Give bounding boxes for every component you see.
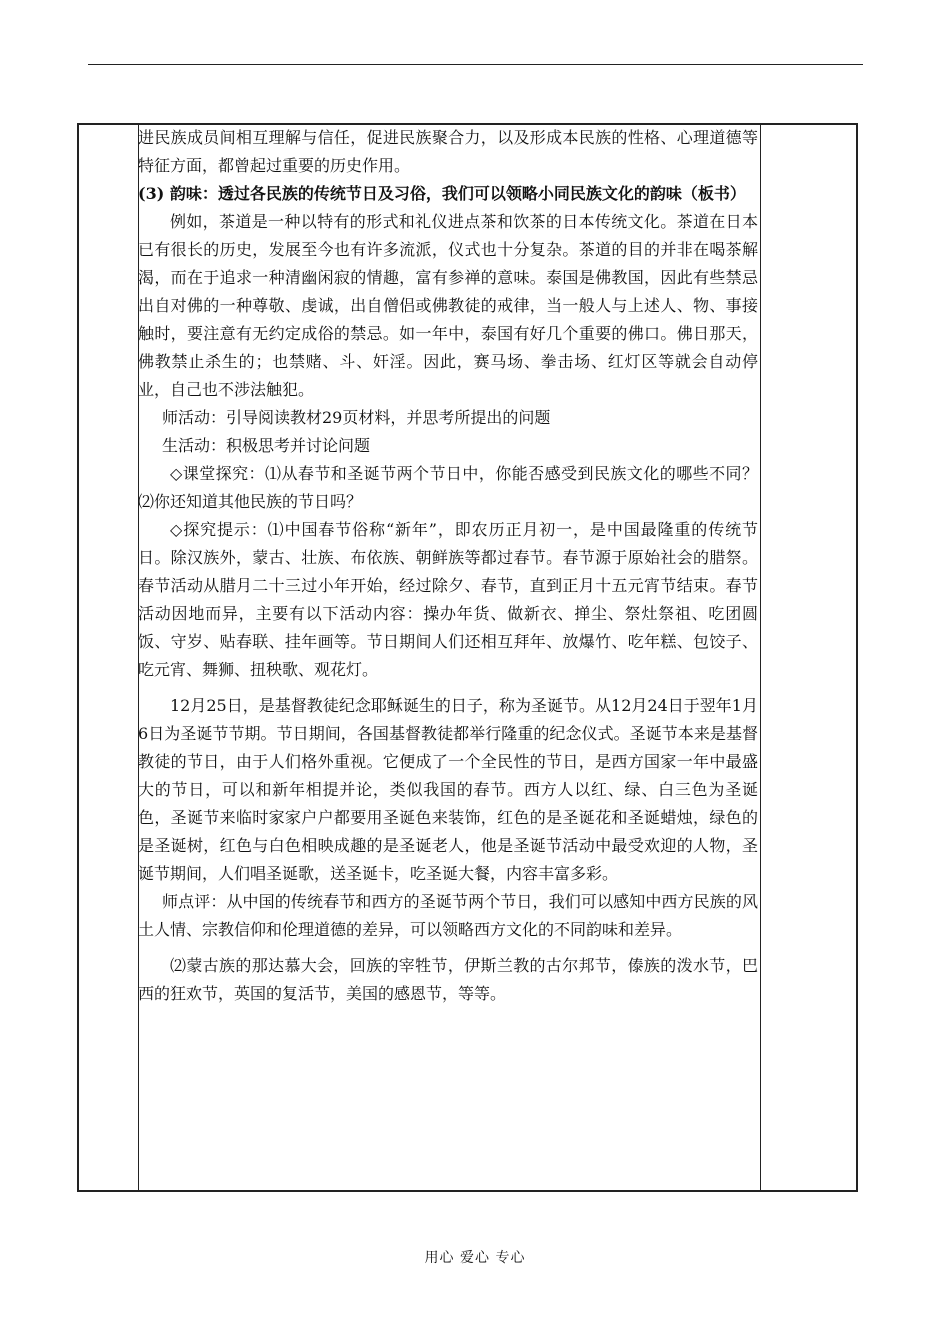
header-rule — [88, 64, 863, 65]
teacher-activity: 师活动：引导阅读教材29页材料，并思考所提出的问题 — [162, 408, 551, 427]
classroom-inquiry: ◇课堂探究：⑴从春节和圣诞节两个节日中，你能否感受到民族文化的哪些不同？ ⑵你还知道其他民族的节日吗？ — [138, 464, 775, 511]
teacher-comment: 师点评：从中国的传统春节和西方的圣诞节两个节日，我们可以感知中西方民族的风土人情、宗教信仰和伦理道德的差异，可以领略西方文化的不同韵味和差异。 — [138, 892, 758, 939]
main-content-cell — [138, 124, 775, 1008]
paragraph-tea-ceremony: 例如，茶道是一种以特有的形式和礼仪进点茶和饮茶的日本传统文化。茶道在日本已有很长的历史，发展至今也有许多流派，仪式也十分复杂。茶道的目的并非在喝茶解渴，而在于追求一种清幽闲寂的情趣，富有参禅的意味。泰国是佛教国，因此有些禁忌出自对佛的一种尊敬、虔诚，出自僧侣或佛教徒的戒律，当一般人与上述人、物、事接触时，要注意有无约定成俗的禁忌。如一年中，泰国有好几个重要的佛口。佛日那天，佛教禁止杀生的；也禁赌、斗、奸淫。因此，赛马场、拳击场、红灯区等就会自动停业，自己也不涉法触犯。 — [138, 212, 758, 399]
paragraph-continuation: 进民族成员间相互理解与信任，促进民族聚合力，以及形成本民族的性格、心理道德等特征方面，都曾起过重要的历史作用。 — [138, 128, 758, 175]
section-heading-flavor: (3) 韵味：透过各民族的传统节日及习俗，我们可以领略小同民族文化的韵味（板书） — [138, 184, 746, 203]
student-activity: 生活动：积极思考并讨论问题 — [162, 436, 371, 455]
paragraph-other-festivals: ⑵蒙古族的那达慕大会，回族的宰牲节，伊斯兰教的古尔邦节，傣族的泼水节，巴西的狂欢节，英国的复活节，美国的感恩节，等等。 — [138, 956, 758, 1003]
table-right-column-divider — [760, 125, 761, 1190]
inquiry-hint-spring-festival: ◇探究提示：⑴中国春节俗称“新年”，即农历正月初一，是中国最隆重的传统节日。除汉族外，蒙古、壮族、布依族、朝鲜族等都过春节。春节源于原始社会的腊祭。春节活动从腊月二十三过小年开始，经过除夕、春节，直到正月十五元宵节结束。春节活动因地而异，主要有以下活动内容：操办年货、做新衣、掸尘、祭灶祭祖、吃团圆饭、守岁、贴春联、挂年画等。节日期间人们还相互拜年、放爆竹、吃年糕、包饺子、吃元宵、舞狮、扭秧歌、观花灯。 — [138, 520, 758, 679]
page-footer: 用心 爱心 专心 — [424, 1250, 526, 1266]
paragraph-christmas: 12月25日，是基督教徒纪念耶稣诞生的日子，称为圣诞节。从12月24日于翌年1月6日为圣诞节节期。节日期间，各国基督教徒都举行隆重的纪念仪式。圣诞节本来是基督教徒的节日，由于人们格外重视。它便成了一个全民性的节日，是西方国家一年中最盛大的节日，可以和新年相提并论，类似我国的春节。西方人以红、绿、白三色为圣诞色，圣诞节来临时家家户户都要用圣诞色来装饰，红色的是圣诞花和圣诞蜡烛，绿色的是圣诞树，红色与白色相映成趣的是圣诞老人，他是圣诞节活动中最受欢迎的人物，圣诞节期间，人们唱圣诞歌，送圣诞卡，吃圣诞大餐，内容丰富多彩。 — [138, 696, 758, 883]
